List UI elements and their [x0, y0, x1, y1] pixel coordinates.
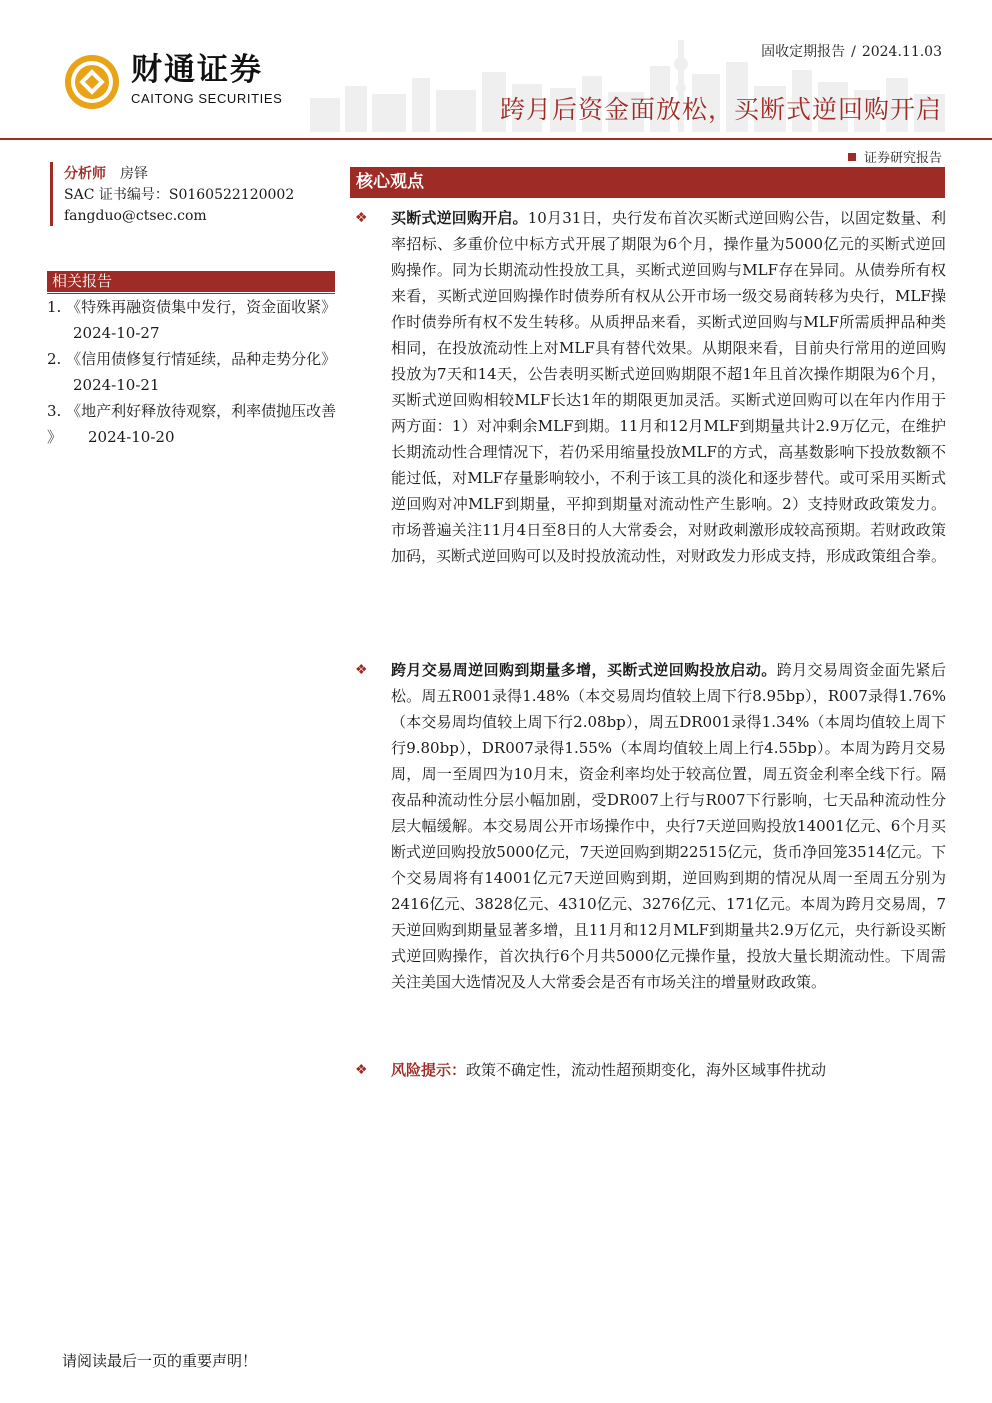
risk-text: 政策不确定性，流动性超预期变化，海外区域事件扰动 — [466, 1061, 827, 1079]
brand-name-cn: 财通证券 — [131, 52, 263, 88]
diamond-bullet-icon: ❖ — [355, 662, 368, 678]
square-bullet-icon — [848, 153, 856, 161]
paragraph-lead: 跨月交易周逆回购到期量多增，买断式逆回购投放启动。 — [391, 661, 777, 679]
core-paragraph — [391, 205, 946, 569]
related-reports-heading: 相关报告 — [47, 271, 335, 292]
related-reports-list — [47, 294, 337, 450]
analyst-name: 房铎 — [120, 166, 148, 182]
analyst-email[interactable]: fangduo@ctsec.com — [64, 208, 207, 224]
separator: / — [851, 44, 856, 60]
paragraph-lead: 买断式逆回购开启。 — [391, 209, 528, 227]
brand-name-en: CAITONG SECURITIES — [131, 91, 283, 106]
related-report-date: 2024-10-21 — [73, 376, 160, 394]
header-rule — [0, 138, 992, 140]
analyst-accent-bar — [50, 162, 53, 226]
core-views-heading: 核心观点 — [350, 167, 945, 198]
report-category — [848, 147, 942, 166]
logo-icon — [62, 52, 122, 112]
related-report-title: 2. 《信用债修复行情延续，品种走势分化》 — [47, 350, 337, 368]
paragraph-text: 跨月交易周资金面先紧后松。周五R001录得1.48%（本交易周均值较上周下行8.95bp），R007录得1.76%（本交易周均值较上周下行2.08bp），周五DR001录得1.34%（本周均值较上周下行9.80bp），DR007录得1.55%（本周均值较上周上行4.55bp）。本周为跨月交易周，周一至周四为10月末，资金利率均处于较高位置，周五资金利率全线下行。隔夜品种流动性分层小幅加剧，受DR007上行与R007下行影响，七天品种流动性分层大幅缓解。本交易周公开市场操作中，央行7天逆回购投放14001亿元、6个月买断式逆回购投放5000亿元，7天逆回购到期22515亿元，货币净回笼3514亿元。下个交易周将有14001亿元7天逆回购到期，逆回购到期的情况从周一至周五分别为2416亿元、3828亿元、4310亿元、3276亿元、171亿元。本周为跨月交易周，7天逆回购到期量显著多增，且11月和12月MLF到期量共2.9万亿元，央行新设买断式逆回购操作，首次执行6个月共5000亿元操作量，投放大量长期流动性。下周需关注美国大选情况及人大常委会是否有市场关注的增量财政政策。 — [391, 661, 946, 991]
diamond-bullet-icon: ❖ — [355, 1062, 368, 1078]
related-report-date: 2024-10-27 — [73, 324, 160, 342]
footer-notice: 请阅读最后一页的重要声明！ — [62, 1352, 258, 1370]
analyst-role: 分析师 — [64, 166, 106, 182]
diamond-bullet-icon: ❖ — [355, 210, 368, 226]
analyst-block — [64, 164, 294, 227]
related-report-title: 1. 《特殊再融资债集中发行，资金面收紧》 — [47, 298, 337, 316]
page-title: 跨月后资金面放松，买断式逆回购开启 — [499, 95, 942, 124]
related-report-item[interactable] — [47, 398, 337, 450]
doc-type: 固收定期报告 — [761, 44, 846, 60]
report-date: 2024.11.03 — [861, 44, 942, 60]
paragraph-text: 10月31日，央行发布首次买断式逆回购公告，以固定数量、利率招标、多重价位中标方式开展了期限为6个月，操作量为5000亿元的买断式逆回购操作。同为长期流动性投放工具，买断式逆回购与MLF存在异同。从债券所有权来看，买断式逆回购操作时债券所有权从公开市场一级交易商转移为央行，MLF操作时债券所有权不发生转移。从质押品来看，买断式逆回购与MLF所需质押品种类相同，在投放流动性上对MLF具有替代效果。从期限来看，目前央行常用的逆回购投放为7天和14天，公告表明买断式逆回购期限不超1年且首次操作期限为6个月，买断式逆回购相较MLF长达1年的期限更加灵活。买断式逆回购可以在年内作用于两方面：1）对冲剩余MLF到期。11月和12月MLF到期量共计2.9万亿元，在维护长期流动性合理情况下，若仍采用缩量投放MLF的方式，高基数影响下投放数额不能过低，对MLF存量影响较小，不利于该工具的淡化和逐步替代。或可采用买断式逆回购对冲MLF到期量，平抑到期量对流动性产生影响。2）支持财政政策发力。市场普遍关注11月4日至8日的人大常委会，对财政刺激形成较高预期。若财政政策加码，买断式逆回购可以及时投放流动性，对财政发力形成支持，形成政策组合拳。 — [391, 209, 947, 565]
risk-paragraph — [391, 1057, 946, 1083]
related-report-item[interactable] — [47, 294, 337, 346]
related-report-date: 2024-10-20 — [88, 428, 175, 446]
doc-type-line — [761, 41, 942, 61]
analyst-sac: SAC 证书编号：S0160522120002 — [64, 187, 295, 203]
report-category-label: 证券研究报告 — [863, 151, 942, 166]
related-report-item[interactable] — [47, 346, 337, 398]
risk-lead: 风险提示： — [391, 1061, 467, 1079]
core-paragraph — [391, 657, 946, 995]
related-report-title: 3. 《地产利好释放待观察，利率债抛压改善 》 — [47, 402, 337, 446]
